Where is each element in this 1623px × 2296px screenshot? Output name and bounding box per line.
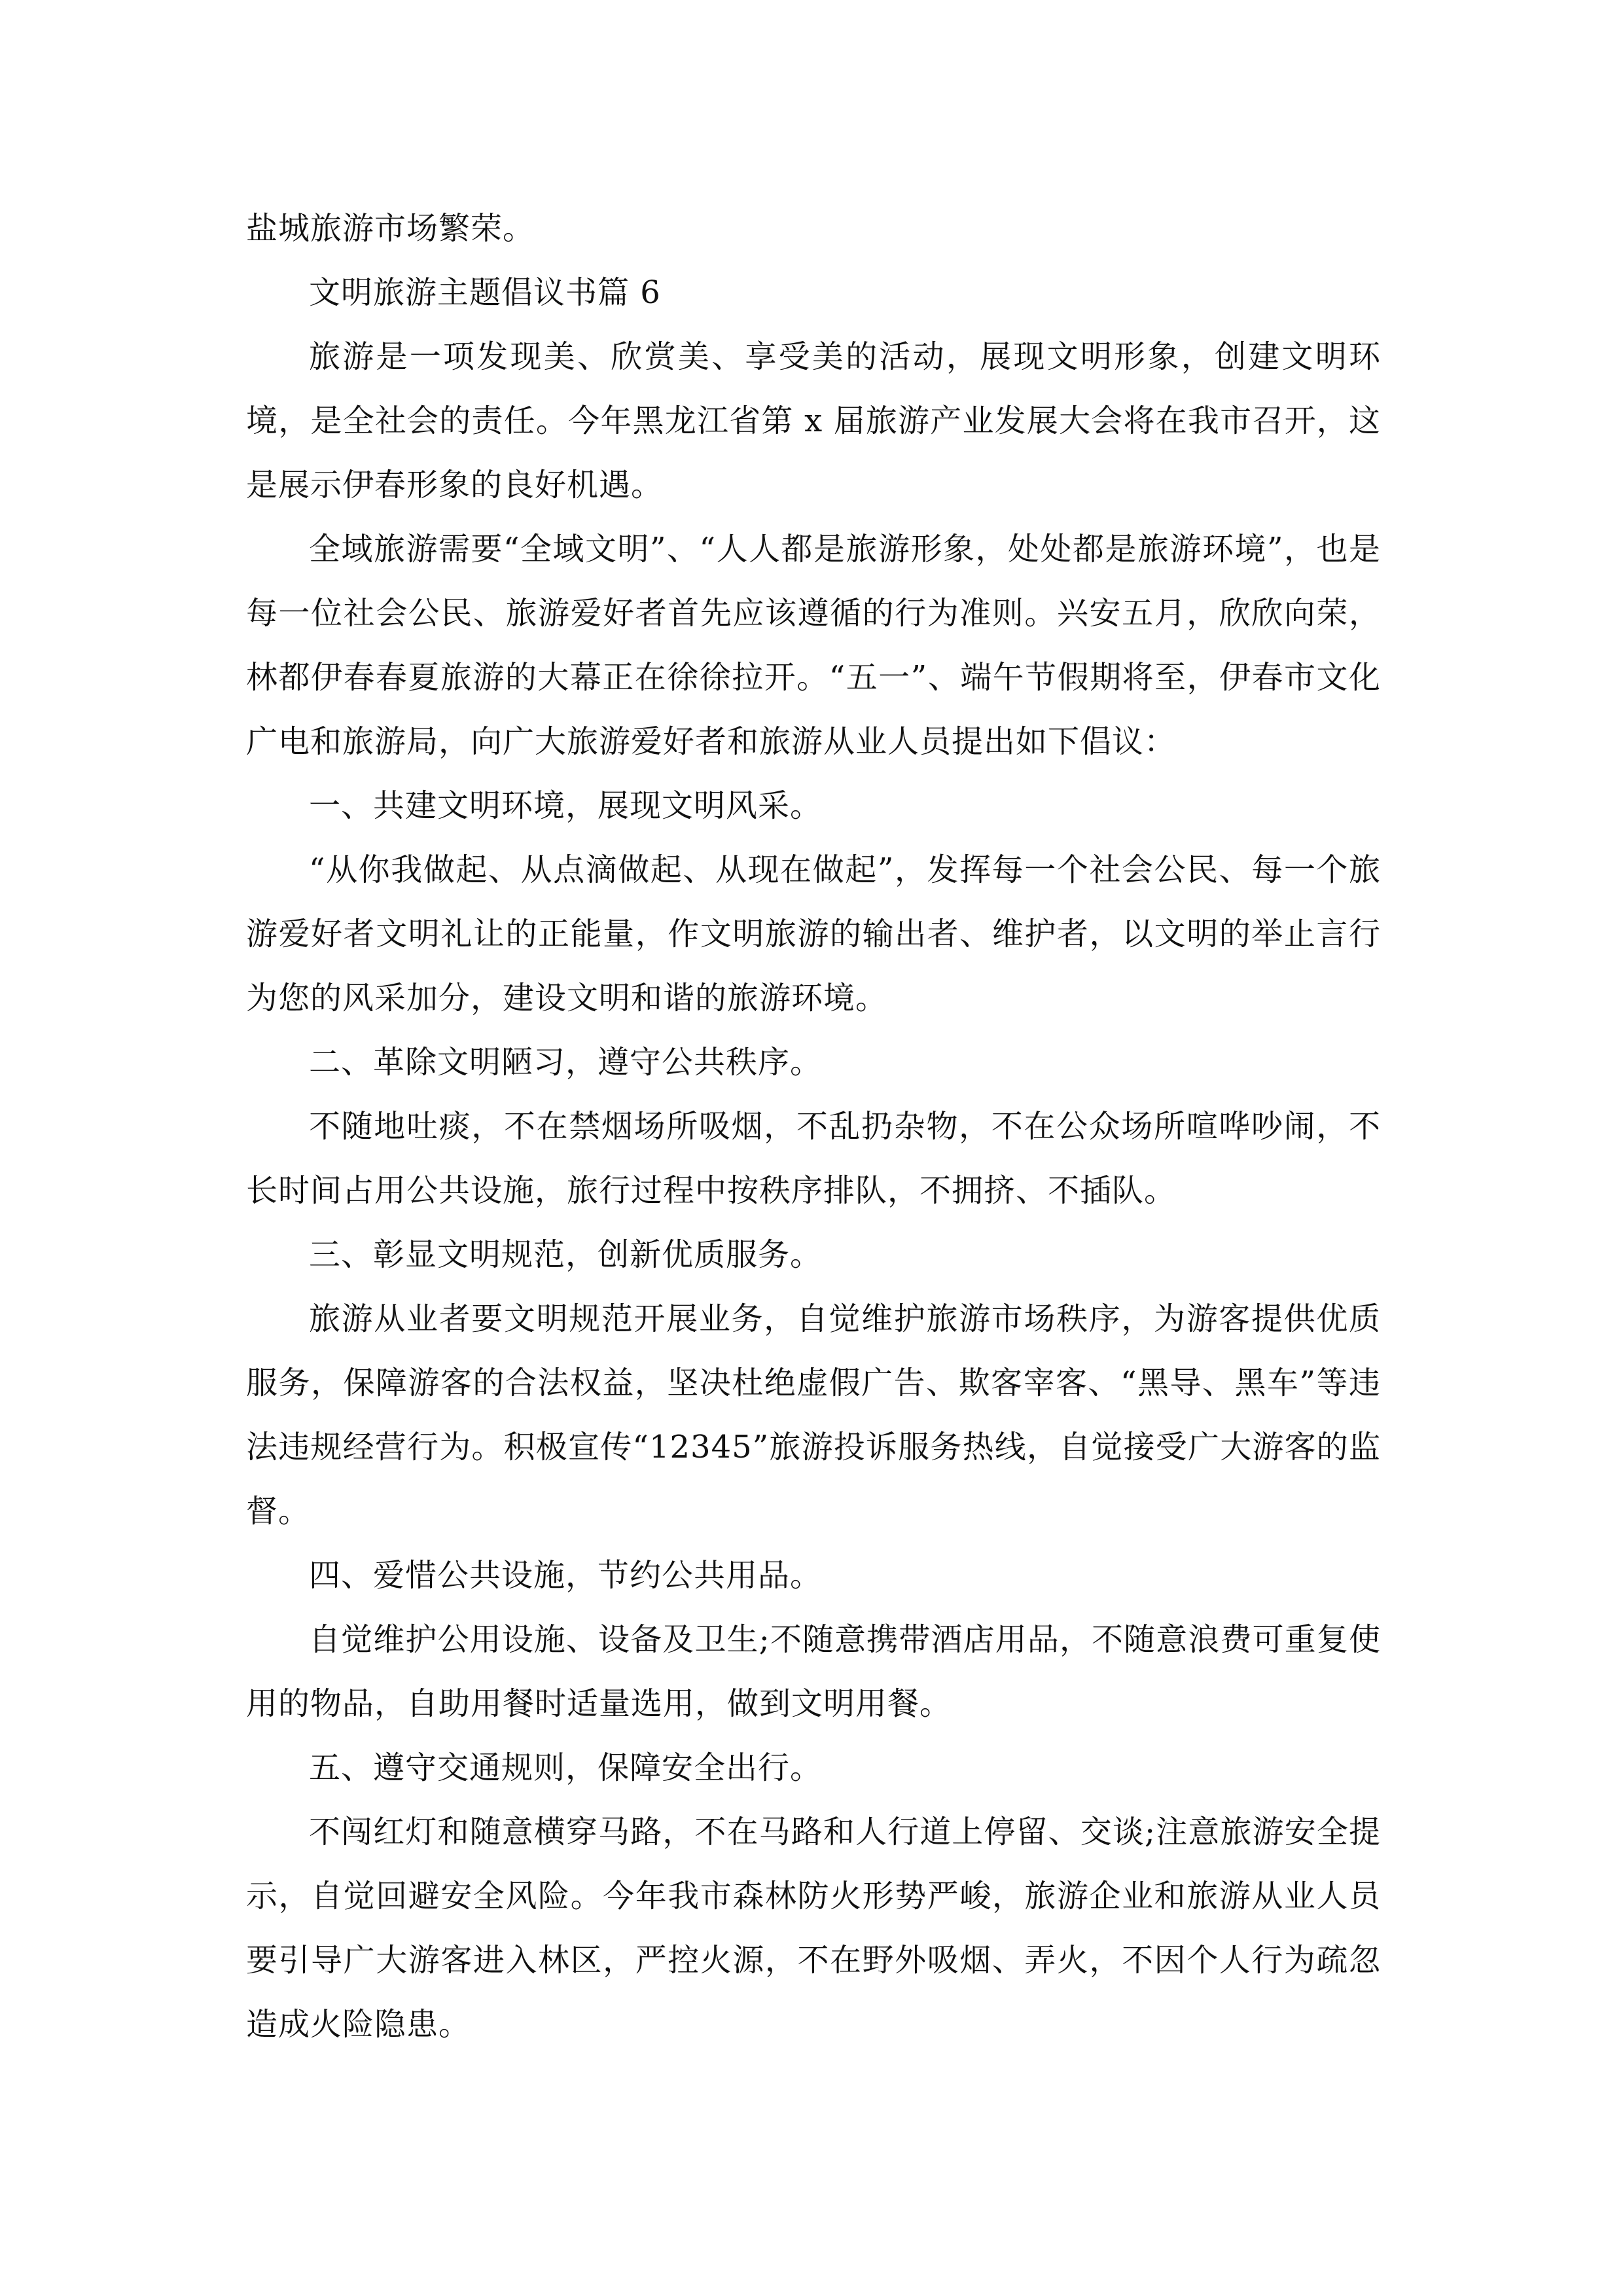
heading-item-3: 三、彰显文明规范，创新优质服务。 [309,1236,823,1273]
heading-item-4: 四、爱惜公共设施，节约公共用品。 [309,1557,823,1594]
paragraph-proposal: 全域旅游需要“全域文明”、“人人都是旅游形象，处处都是旅游环境”，也是每一位社会公民、旅游爱好者首先应该遵循的行为准则。兴安五月，欣欣向荣，林都伊春春夏旅游的大幕正在徐徐拉开。“五一”、端午节假期将至，伊春市文化广电和旅游局，向广大旅游爱好者和旅游从业人员提出如下倡议： [246,531,1381,760]
section-title: 文明旅游主题倡议书篇 6 [309,274,661,311]
heading-item-1: 一、共建文明环境，展现文明风采。 [309,787,823,824]
paragraph-item-5: 不闯红灯和随意横穿马路，不在马路和人行道上停留、交谈;注意旅游安全提示，自觉回避安全风险。今年我市森林防火形势严峻，旅游企业和旅游从业人员要引导广大游客进入林区，严控火源，不在野外吸烟、弄火，不因个人行为疏忽造成火险隐患。 [246,1814,1381,2043]
paragraph-item-2: 不随地吐痰，不在禁烟场所吸烟，不乱扔杂物，不在公众场所喧哗吵闹，不长时间占用公共设施，旅行过程中按秩序排队，不拥挤、不插队。 [246,1108,1381,1209]
heading-item-2: 二、革除文明陋习，遵守公共秩序。 [309,1044,823,1081]
paragraph-continuation: 盐城旅游市场繁荣。 [246,210,535,247]
paragraph-item-3: 旅游从业者要文明规范开展业务，自觉维护旅游市场秩序，为游客提供优质服务，保障游客的合法权益，坚决杜绝虚假广告、欺客宰客、“黑导、黑车”等违法违规经营行为。积极宣传“12345”旅游投诉服务热线，自觉接受广大游客的监督。 [246,1300,1381,1530]
document-page [246,196,1381,2056]
heading-item-5: 五、遵守交通规则，保障安全出行。 [309,1749,823,1786]
paragraph-item-1: “从你我做起、从点滴做起、从现在做起”，发挥每一个社会公民、每一个旅游爱好者文明礼让的正能量，作文明旅游的输出者、维护者，以文明的举止言行为您的风采加分，建设文明和谐的旅游环境。 [246,852,1381,1016]
paragraph-item-4: 自觉维护公用设施、设备及卫生;不随意携带酒店用品，不随意浪费可重复使用的物品，自助用餐时适量选用，做到文明用餐。 [246,1621,1381,1722]
paragraph-intro: 旅游是一项发现美、欣赏美、享受美的活动，展现文明形象，创建文明环境，是全社会的责任。今年黑龙江省第 x 届旅游产业发展大会将在我市召开，这是展示伊春形象的良好机遇。 [246,338,1381,503]
